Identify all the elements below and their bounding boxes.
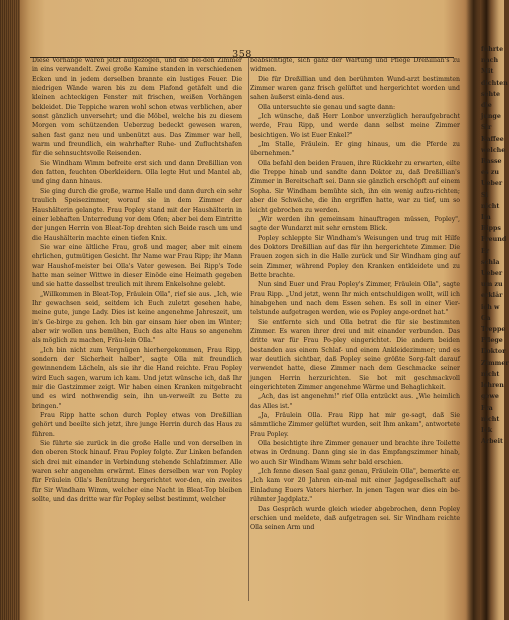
next-page-fragment: Ick: [481, 426, 493, 434]
next-page-fragment: nicht: [481, 370, 500, 378]
paragraph: „Ich fenne diesen Saal ganz genau, Fräulein Olla", bemerkte er. „Ich kam vor 20 Jahren ein-mal mit einer Jagdgesellschaft auf Einladung Euers Vaters hierher. In jenen Tagen war dies ein be-rühmter Jagdplatz.": [250, 468, 460, 504]
page-edges: [0, 0, 20, 620]
paragraph: Olla untersuchte sie genau und sagte dann:: [258, 103, 396, 111]
next-page-fragment: Fra: [481, 404, 493, 412]
next-page-fragment: es zu: [481, 169, 499, 177]
next-page-fragment: Freund: [481, 236, 507, 244]
next-page-fragment: Er: [481, 247, 490, 255]
next-page-fragment: Pflege: [481, 337, 503, 345]
next-page-fragment: Sir: [481, 124, 492, 132]
next-page-fragment: um zu: [481, 281, 503, 289]
paragraph: Die für Dreßillian und den berühmten Wund-arzt bestimmten Zimmer waren ganz frisch gelüftet und hergerichtet worden und sahen äußerst einla-dend aus.: [250, 75, 460, 102]
paragraph: „Ich bin nicht zum Vergnügen hierhergekommen, Frau Ripp, sondern der Sicherheit halber", sagte Olla mit freundlich gewinnendem Lächeln, als sie ihr die Hand reichte. Frau Popley wird Euch sagen, warum ich kam. Und jetzt wünsche ich, daß Ihr mir die Gastzimmer zeigt. Wir haben einen Kranken mitgebracht und es wird nothwendig sein, ihn un-verweilt zu Bette zu bringen.": [32, 346, 242, 410]
next-page-fragment: Arbeit: [481, 438, 503, 446]
next-page-fragment: schla: [481, 258, 500, 266]
next-page-fragment: Doktor: [481, 348, 506, 356]
next-page-fragment: Ueber: [481, 270, 503, 278]
paragraph: „Wir werden ihn gemeinsam hinauftragen müssen, Popley", sagte der Wundarzt mit sehr ernstem Blick.: [250, 215, 460, 233]
next-page-fragment: nicht: [481, 202, 500, 210]
paragraph: Das Gespräch wurde gleich wieder abgebrochen, denn Popley erschien und meldete, daß aufgetragen sei. Sir Windham reichte Olla seinen Arm und: [250, 505, 460, 532]
next-page-fragment: die: [481, 102, 492, 110]
paragraph: Diese Vorhänge waren jetzt aufgezogen, und die bei-den Zimmer in eins verwandelt. Zwei große Kamine standen in verschiedenen Ecken und in jedem derselben brannte ein lustiges Feuer. Die niedrigen Wände waren bis zu dem Plafond getäfelt und die kleinen achteckigen Fenster mit frischen, weißen Vorhängen bekleidet. Die Teppiche waren wohl schon etwas verblichen, aber sonst gänzlich unversehrt; und die Möbel, welche bis zu diesem Morgen vom schützenden Ueberzug bedeckt gewesen waren, sahen fast ganz neu und unbenützt aus. Das Zimmer war hell, warm und freundlich, ein wahrhafter Ruhe- und Zufluchtshafen für die sehnsuchtsvolle Reisenden.: [32, 57, 242, 158]
paragraph: Sie führte sie zurück in die große Halle und von derselben in den oberen Stock hinauf. Frau Popley folgte. Zur Linken befanden sich drei mit einander in Verbindung stehende Schlafzimmer. Alle waren sehr angenehm erwärmt. Eines derselben war von Popley für Fräulein Olla's Benützung hergerichtet wor-den, ein zweites für Sir Windham Wimm, welcher eine Nacht in Bleat-Top bleiben sollte, und das dritte war für Popley selbst bestimmt, welcher: [32, 440, 242, 504]
next-page-fragment: Rasse: [481, 158, 502, 166]
next-page-fragment: Si: [481, 191, 488, 199]
next-page-edge: [481, 44, 509, 614]
paragraph: Sie ging durch die große, warme Halle und dann durch ein sehr traulich Speisezimmer, worauf sie in dem Zimmer der Haushälterin gelangte. Frau Popley stand mit der Haushälterin in einer lebhaften Unterredung vor dem Ofen; aber bei dem Eintritte der jungen Herrin von Bleat-Top drehten sich Beide rasch um und die Haushälterin machte einen tiefen Knix.: [32, 187, 242, 242]
paragraph: „Ich wünsche, daß Herr Lonbor unverzüglich heraufgebracht werde, Frau Ripp, und werde dann selbst meine Zimmer besichtigen. Wo ist Euer Enkel?": [250, 113, 460, 139]
next-page-fragment: Ga: [481, 314, 491, 322]
next-page-fragment: sehte: [481, 90, 501, 98]
next-page-fragment: welche: [481, 146, 506, 154]
paragraph: Nun sind Euer und Frau Popley's Zimmer, Fräulein Olla", sagte Frau Ripp. „Und jetzt, wenn Ihr mich entschuldigen wollt, will ich hinabgehen und nach dem Essen sehen. Es soll in einer Vier-telstunde aufgetragen werden, wie es Popley ange-ordnet hat.": [250, 281, 460, 317]
paragraph: Frau Ripp hatte schon durch Popley etwas von Dreßillian gehört und beeilte sich jetzt, ihre junge Herrin durch das Haus zu führen.: [32, 412, 242, 438]
next-page-fragment: Ripps: [481, 225, 501, 233]
column-divider: [248, 56, 249, 601]
next-page-fragment: Zimmer: [481, 359, 509, 367]
next-page-fragment: Ueber: [481, 180, 503, 188]
paragraph: „Ja, Fräulein Olla. Frau Ripp hat mir ge-sagt, daß Sie sämmtliche Zimmer gelüftet wurden, seit Ihm ankam", antwortete Frau Popley.: [250, 412, 460, 438]
paragraph: Popley schleppte Sir Windham's Weisungen und trug mit Hilfe des Doktors Dreßillian auf das für ihn hergerichtete Zimmer. Die Frauen zogen sich in die Halle zurück und Sir Windham ging auf sein Zimmer, während Popley den Kranken entkleidete und zu Bette brachte.: [250, 234, 460, 279]
paragraph: Sie Windham Wimm befreite erst sich und dann Dreßillian von den fatten, feuchten Oberkleidern. Olla legte Hut und Mantel ab, und ging dann hinaus.: [32, 159, 242, 186]
paragraph: „Ach, das ist angenehm!" rief Olla entzückt aus. „Wie heimlich das Alles ist.": [250, 393, 460, 410]
paragraph: Sie entfernte sich und Olla betrat die für sie bestimmten Zimmer. Es waren ihrer drei und mit einander verbunden. Das dritte war für Frau Po-pley eingerichtet. Die andern beiden bestanden aus einem Schlaf- und einem Ankleidezimmer; und es war deutlich sichtbar, daß Popley seine größte Sorg-falt darauf verwendet hatte, diese Zimmer nach dem Geschmacke seiner jungen Herrin herzurichten. Sie bot mit geschmackvoll eingerichteten Zimmer angenehme Wärme und Behaglichkeit.: [250, 318, 460, 392]
next-page-fragment: gewe: [481, 393, 499, 401]
next-page-fragment: lehren: [481, 382, 504, 390]
next-page-fragment: junge: [481, 113, 501, 121]
book-page: [18, 30, 466, 610]
next-page-fragment: nicht: [481, 415, 500, 423]
next-page-fragment: nach: [481, 57, 499, 65]
paragraph: Olla besichtigte ihre Zimmer genauer und brachte ihre Toilette etwas in Ordnung. Dann ging sie in das Empfangszimmer hinab, wo auch Sir Windham Wimm sehr bald erschien.: [250, 440, 460, 466]
next-page-fragment: führte: [481, 46, 504, 53]
page-number: 358: [232, 49, 252, 60]
paragraph: „Im Stalle, Fräulein. Er ging hinaus, um die Pferde zu übernehmen.": [250, 141, 460, 158]
paragraph: Sie war eine ältliche Frau, groß und mager, aber mit einem ehrlichen, gutmütigen Gesicht. Ihr Name war Frau Ripp; ihr Mann war Haushof-meister bei Olla's Vater gewesen. Bei Ripp's Tode hatte man seiner Wittwe in dieser Einöde eine Heimath gegeben und sie hatte dasselbst treulich mit ihrem Enkelsohne gelebt.: [32, 243, 242, 289]
paragraph: Olla befahl den beiden Frauen, ihre Rückkehr zu erwarten, eilte die Treppe hinab und sandte dann Doktor zu, daß Dreßillian's Zimmer in Bereitschaft sei. Dann sie gänzlich erschöpft auf einem Sopha. Sir Windham bemühte sich, ihn ein wenig aufzu-richten; aber die Schwäche, die ihn ergriffen hatte, war zu tief, um so leicht gebrochen zu werden.: [250, 159, 460, 214]
next-page-fragment: Im: [481, 214, 491, 222]
left-column: [32, 56, 242, 505]
book-spine: [466, 0, 480, 620]
paragraph: „Willkommen in Bleat-Top, Fräulein Olla", rief sie aus. „Ich, wie Ihr gewachsen seid, seitdem ich Euch zuletzt gesehen habe, meine gute, junge Lady. Dies ist keine angenehme Jahreszeit, um in's Ge-birge zu gehen. Ich bin gar einsam hier oben im Winter; aber wir wollen uns bemühen, Euch das alte Haus so angenehm als möglich zu machen, Fräu-lein Olla.": [32, 290, 242, 345]
next-page-fragment: Mit: [481, 68, 494, 76]
paragraph: beabsichtigte, sich ganz der Wartung und Pflege Dreßillian's zu widmen.: [250, 57, 460, 74]
right-column: [250, 56, 460, 533]
next-page-fragment: Treppe: [481, 326, 506, 334]
next-page-fragment: Kaffee: [481, 135, 504, 143]
next-page-fragment: dichten: [481, 79, 508, 87]
next-page-fragment: ich w: [481, 303, 500, 311]
next-page-fragment: erklär: [481, 292, 503, 300]
